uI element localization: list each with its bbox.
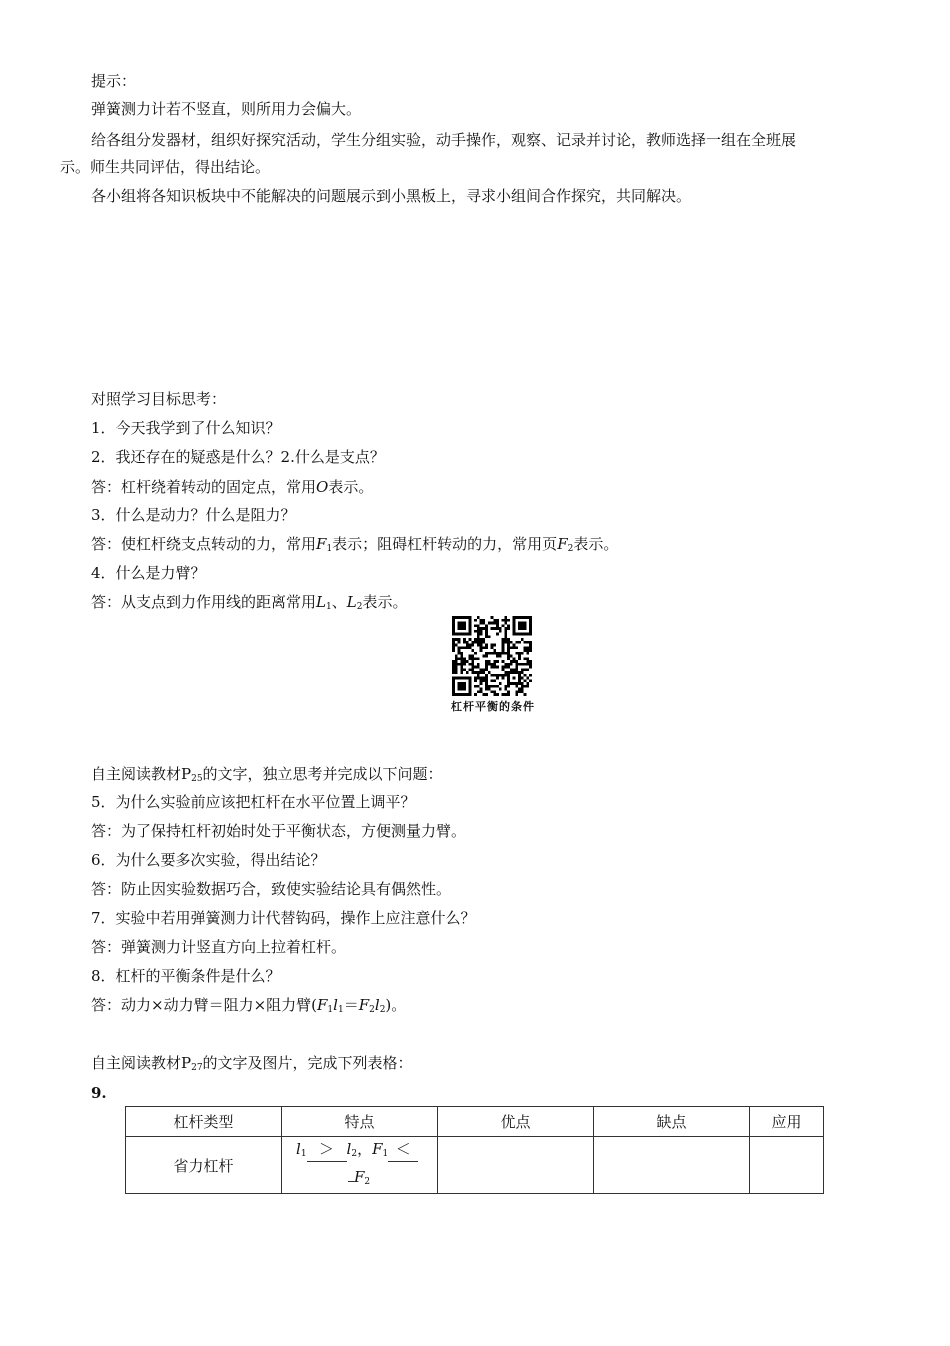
hint-text: 弹簧测力计若不竖直，则所用力会偏大。 xyxy=(91,100,362,118)
answer-3-text: 答：使杠杆绕支点转动的力，常用 xyxy=(91,535,317,553)
sub-2: 2 xyxy=(351,1149,358,1159)
reading-intro-1 xyxy=(91,764,443,789)
question-1: 1．今天我学到了什么知识？ xyxy=(91,419,281,437)
answer-3-end: 表示。 xyxy=(573,535,619,553)
question-5: 5．为什么实验前应该把杠杆在水平位置上调平？ xyxy=(91,793,416,811)
equals-sign: ＝ xyxy=(343,996,359,1014)
answer-3-mid: 表示；阻碍杠杆转动的力，常用页 xyxy=(332,535,558,553)
var-L: L xyxy=(316,593,326,611)
answer-7: 答：弹簧测力计竖直方向上拉着杠杆。 xyxy=(91,938,347,956)
answer-4-end: 表示。 xyxy=(362,593,408,611)
answer-6: 答：防止因实验数据巧合，致使实验结论具有偶然性。 xyxy=(91,880,452,898)
sub-2: 2 xyxy=(356,602,363,612)
answer-2 xyxy=(91,477,373,497)
answer-5: 答：为了保持杠杆初始时处于平衡状态，方便测量力臂。 xyxy=(91,822,467,840)
sub-1: 1 xyxy=(325,602,332,612)
var-l: l xyxy=(346,1140,352,1158)
feature-line-1 xyxy=(282,1137,437,1166)
page-number: 25 xyxy=(191,774,203,784)
var-F: F xyxy=(372,1140,383,1158)
procedure-paragraph-line1: 给各组分发器材，组织好探究活动，学生分组实验，动手操作，观察、记录并讨论，教师选择一组在全班展 xyxy=(91,131,797,149)
var-F: F xyxy=(557,535,568,553)
feature-cell xyxy=(282,1137,438,1194)
qr-caption: 杠杆平衡的条件 xyxy=(451,700,535,713)
page-number: 27 xyxy=(191,1063,203,1073)
reading-intro-2-end: 的文字及图片，完成下列表格： xyxy=(202,1054,413,1072)
comma: ， xyxy=(357,1140,373,1158)
sub-2: 2 xyxy=(567,544,574,554)
advantage-cell[interactable] xyxy=(438,1137,594,1194)
reading-intro-1-text: 自主阅读教材P xyxy=(91,765,192,783)
header-cell: 缺点 xyxy=(594,1107,750,1137)
question-2: 2．我还存在的疑惑是什么？2.什么是支点？ xyxy=(91,448,385,466)
var-F: F xyxy=(358,996,370,1014)
var-l: l xyxy=(333,996,338,1014)
question-4: 4．什么是力臂？ xyxy=(91,564,206,582)
sub-1: 1 xyxy=(327,1005,334,1015)
lever-table xyxy=(125,1106,824,1194)
var-l: l xyxy=(296,1140,301,1158)
procedure-paragraph-line2: 示。师生共同评估，得出结论。 xyxy=(60,158,271,176)
separator: 、 xyxy=(331,593,347,611)
sub-2: 2 xyxy=(364,1177,371,1187)
var-F: F xyxy=(316,535,327,553)
var-l: l xyxy=(374,996,380,1014)
qr-code-icon xyxy=(452,616,532,696)
question-9-number: 9. xyxy=(91,1084,107,1102)
answer-8-end: )。 xyxy=(385,996,407,1014)
answer-blank-1[interactable]: ＞ xyxy=(307,1137,347,1162)
group-discussion-paragraph: 各小组将各知识板块中不能解决的问题展示到小黑板上，寻求小组间合作探究，共同解决。 xyxy=(91,187,692,205)
answer-8 xyxy=(91,995,406,1020)
hint-label: 提示： xyxy=(91,72,137,90)
var-L: L xyxy=(346,593,357,611)
reading-intro-1-end: 的文字，独立思考并完成以下问题： xyxy=(202,765,443,783)
var-F: F xyxy=(317,996,328,1014)
answer-2-var: O xyxy=(316,478,329,496)
disadvantage-cell[interactable] xyxy=(594,1137,750,1194)
table-row xyxy=(126,1137,824,1194)
answer-3 xyxy=(91,534,618,559)
answer-2-text: 答：杠杆绕着转动的固定点，常用 xyxy=(91,478,317,496)
header-cell: 特点 xyxy=(282,1107,438,1137)
question-3: 3．什么是动力？什么是阻力？ xyxy=(91,506,296,524)
sub-1: 1 xyxy=(326,544,333,554)
answer-4 xyxy=(91,592,407,617)
header-cell: 优点 xyxy=(438,1107,594,1137)
feature-line-2 xyxy=(282,1166,437,1193)
question-8: 8．杠杆的平衡条件是什么？ xyxy=(91,967,281,985)
sub-1: 1 xyxy=(382,1149,389,1159)
header-cell: 应用 xyxy=(750,1107,824,1137)
header-cell: 杠杆类型 xyxy=(126,1107,282,1137)
sub-1: 1 xyxy=(337,1005,344,1015)
answer-2-end: 表示。 xyxy=(328,478,374,496)
reading-intro-2 xyxy=(91,1053,413,1078)
table-header-row xyxy=(126,1107,824,1137)
question-6: 6．为什么要多次实验，得出结论？ xyxy=(91,851,326,869)
application-cell[interactable] xyxy=(750,1137,824,1194)
qr-code[interactable] xyxy=(452,616,532,700)
question-7: 7．实验中若用弹簧测力计代替钩码，操作上应注意什么？ xyxy=(91,909,476,927)
lever-type-cell: 省力杠杆 xyxy=(126,1137,282,1194)
var-F: F xyxy=(354,1168,365,1186)
reading-intro-2-text: 自主阅读教材P xyxy=(91,1054,192,1072)
reflect-title: 对照学习目标思考： xyxy=(91,390,227,408)
answer-8-text: 答：动力×动力臂＝阻力×阻力臂( xyxy=(91,996,317,1014)
sub-2: 2 xyxy=(379,1005,386,1015)
answer-blank-2[interactable]: ＜ xyxy=(388,1137,418,1162)
sub-2: 2 xyxy=(369,1005,375,1015)
sub-1: 1 xyxy=(300,1149,307,1159)
answer-4-text: 答：从支点到力作用线的距离常用 xyxy=(91,593,317,611)
